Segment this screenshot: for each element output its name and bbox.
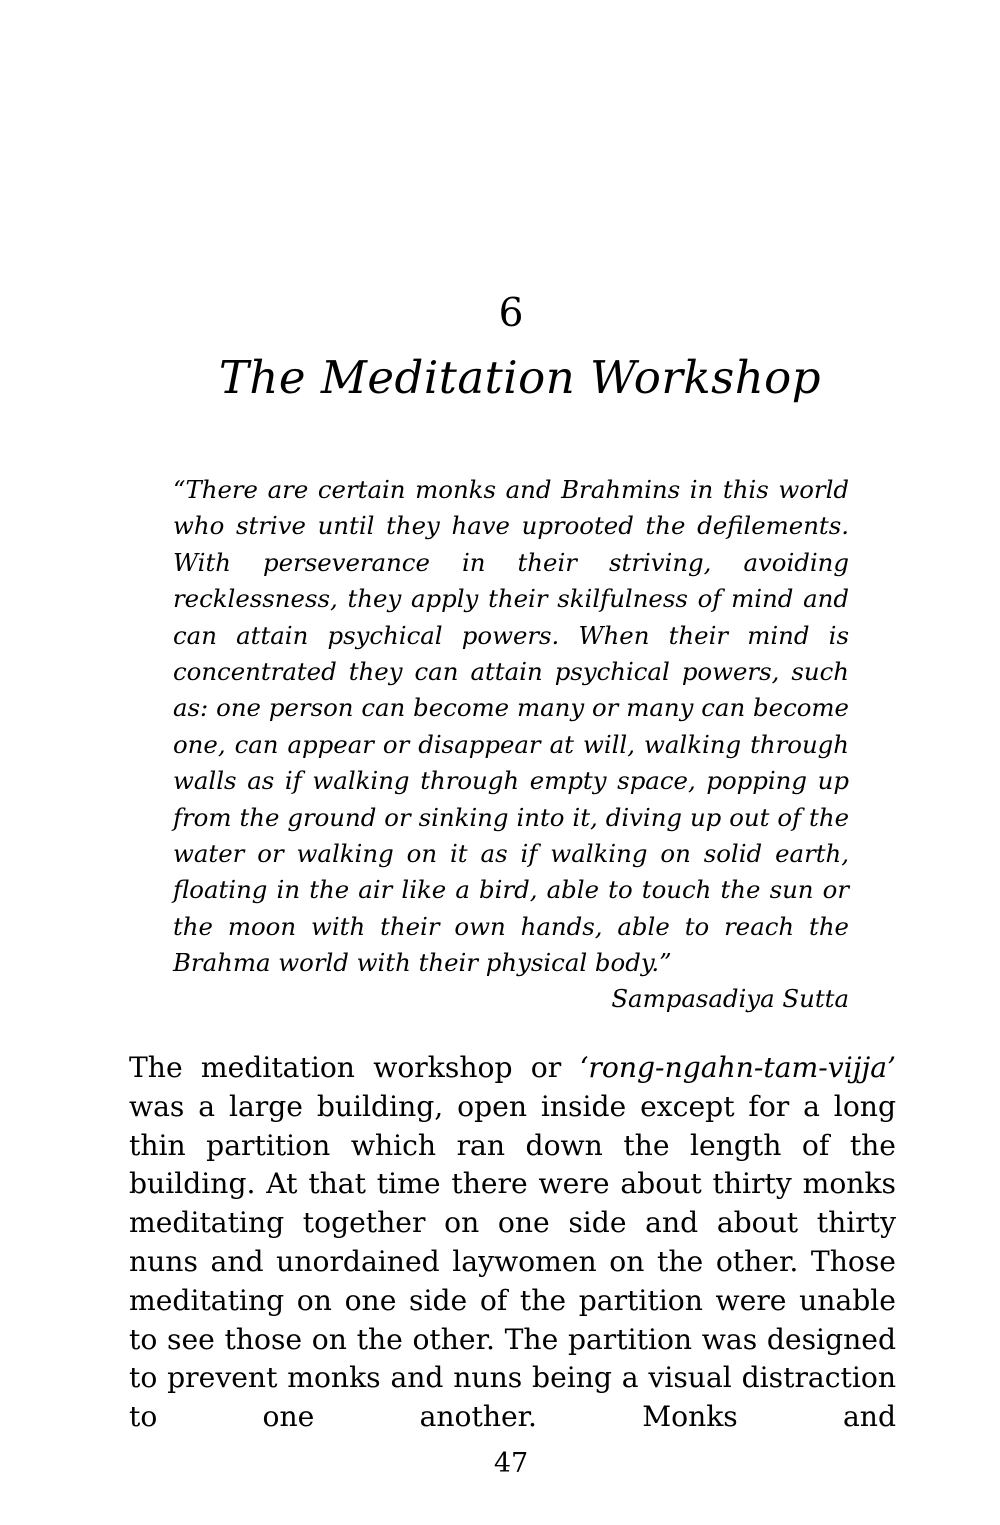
chapter-title: The Meditation Workshop bbox=[218, 351, 822, 404]
body-paragraph bbox=[129, 1049, 896, 1437]
chapter-number: 6 bbox=[498, 291, 524, 336]
epigraph-source: Sampasadiya Sutta bbox=[611, 984, 849, 1013]
page-number: 47 bbox=[493, 1448, 529, 1479]
body-term: ‘rong-ngahn-tam-vijja’ bbox=[579, 1051, 896, 1084]
epigraph-quote: “There are certain monks and Brahmins in this world who strive until they have uprooted the defilements. With perseverance in their striving, avoiding recklessness, they apply their skilfulness of mind and can attain psychical powers. When their mind is concentrated they can attain psychical powers, such as: one person can become many or many can become one, can appear or disappear at will, walking through walls as if walking through empty space, popping up from the ground or sinking into it, diving up out of the water or walking on it as if walking on solid earth, floating in the air like a bird, able to touch the sun or the moon with their own hands, able to reach the Brahma world with their physical body.” bbox=[173, 475, 849, 978]
body-lead-text: The meditation workshop or bbox=[129, 1051, 580, 1084]
body-rest-text: was a large building, open inside except for a long thin partition which ran down the length of the building. At that time there were about thirty monks meditating together on one side and about thirty nuns and unordained laywomen on the other. Those meditating on one side of the partition were unable to see those on the other. The partition was designed to prevent monks and nuns being a visual distraction to one another. Monks and bbox=[129, 1089, 896, 1434]
